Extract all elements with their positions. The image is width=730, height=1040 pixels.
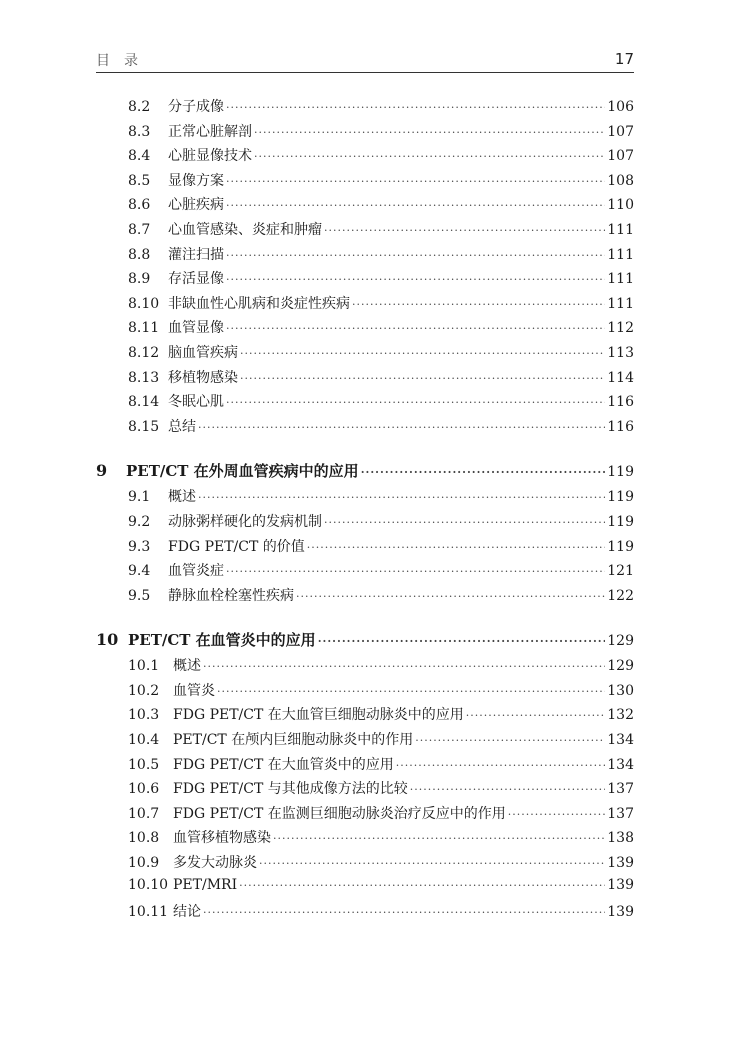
entry-page: 119: [607, 489, 634, 506]
dot-leader: [410, 783, 605, 796]
dot-leader: [352, 298, 605, 311]
entry-number: 9.1: [128, 489, 151, 506]
dot-leader: [361, 466, 606, 479]
entry-number: 10.4: [128, 732, 160, 749]
entry-number: 8.7: [128, 221, 151, 238]
entry-title: FDG PET/CT 在监测巨细胞动脉炎治疗反应中的作用: [173, 805, 506, 822]
entry-number: 10.9: [128, 855, 160, 872]
toc-entry[interactable]: [96, 96, 634, 121]
entry-title: 血管炎: [173, 682, 215, 699]
entry-title: 灌注扫描: [168, 246, 224, 263]
dot-leader: [226, 101, 605, 114]
toc-entry[interactable]: [96, 194, 634, 219]
dot-leader: [226, 322, 605, 335]
entry-title: 心血管感染、炎症和肿瘤: [168, 221, 322, 238]
dot-leader: [226, 249, 605, 262]
entry-number: 10.6: [128, 781, 160, 798]
dot-leader: [254, 126, 605, 139]
toc-entry[interactable]: [96, 655, 634, 680]
entry-number: 9.5: [128, 587, 151, 604]
dot-leader: [240, 372, 605, 385]
toc-entry[interactable]: [96, 585, 634, 610]
dot-leader: [226, 273, 605, 286]
toc-entry[interactable]: [96, 416, 634, 441]
entry-number: 8.14: [128, 394, 160, 411]
entry-number: 10.11: [128, 904, 169, 921]
dot-leader: [203, 660, 605, 673]
entry-page: 137: [607, 781, 634, 798]
toc-entry[interactable]: [96, 219, 634, 244]
entry-page: 111: [607, 295, 634, 312]
toc-entry[interactable]: [96, 268, 634, 293]
entry-number: 8.13: [128, 369, 160, 386]
toc-entry[interactable]: [96, 367, 634, 392]
entry-page: 137: [607, 805, 634, 822]
dot-leader: [203, 906, 605, 919]
toc-entry[interactable]: [96, 877, 634, 902]
entry-page: 121: [607, 563, 634, 580]
entry-title: PET/CT 在颅内巨细胞动脉炎中的作用: [173, 732, 414, 749]
entry-title: 总结: [168, 418, 196, 435]
entry-title: 结论: [173, 904, 201, 921]
dot-leader: [226, 396, 605, 409]
entry-number: 8.10: [128, 295, 160, 312]
entry-title: 静脉血栓栓塞性疾病: [168, 587, 294, 604]
entry-title: 存活显像: [168, 271, 224, 288]
entry-number: 10.10: [128, 876, 169, 893]
chapter-title: PET/CT 在血管炎中的应用: [128, 631, 316, 650]
dot-leader: [318, 635, 606, 648]
dot-leader: [217, 685, 605, 698]
entry-title: FDG PET/CT 与其他成像方法的比较: [173, 781, 408, 798]
entry-title: 心脏显像技术: [168, 148, 252, 165]
toc-entry[interactable]: [96, 244, 634, 269]
entry-title: 分子成像: [168, 99, 224, 115]
dot-leader: [466, 709, 605, 722]
entry-title: 概述: [168, 489, 196, 506]
entry-number: 9.2: [128, 513, 151, 530]
entry-title: PET/MRI: [173, 876, 238, 893]
entry-title: 血管炎症: [168, 563, 224, 580]
entry-page: 116: [607, 418, 634, 435]
dot-leader: [240, 347, 605, 360]
entry-number: 8.8: [128, 246, 151, 263]
dot-leader: [226, 175, 605, 188]
entry-number: 8.5: [128, 172, 151, 189]
chapter-page: 119: [607, 464, 634, 481]
dot-leader: [324, 516, 605, 529]
chapter-page: 129: [607, 633, 634, 650]
entry-number: 10.2: [128, 682, 160, 699]
entry-title: 显像方案: [168, 172, 224, 189]
entry-page: 134: [607, 756, 634, 773]
entry-number: 8.11: [128, 320, 160, 337]
chapter-number: 10: [96, 630, 119, 650]
toc-section-8: [96, 96, 634, 440]
dot-leader: [254, 150, 605, 163]
entry-page: 113: [607, 344, 634, 361]
toc-entry[interactable]: [96, 778, 634, 803]
dot-leader: [226, 199, 605, 212]
dot-leader: [226, 565, 605, 578]
entry-number: 8.9: [128, 271, 151, 288]
toc-section-10: [96, 655, 634, 926]
toc-entry[interactable]: [96, 704, 634, 729]
toc-entry[interactable]: [96, 560, 634, 585]
entry-page: 132: [607, 707, 634, 724]
entry-number: 8.12: [128, 344, 160, 361]
entry-number: 10.7: [128, 805, 160, 822]
toc-entry[interactable]: [96, 486, 634, 511]
entry-title: 脑血管疾病: [168, 344, 238, 361]
entry-page: 111: [607, 271, 634, 288]
toc-entry[interactable]: [96, 391, 634, 416]
entry-title: FDG PET/CT 在大血管炎中的应用: [173, 756, 394, 773]
entry-number: 8.6: [128, 197, 151, 214]
toc-chapter-10[interactable]: [96, 629, 634, 655]
entry-page: 114: [607, 369, 634, 386]
entry-title: FDG PET/CT 的价值: [168, 538, 305, 555]
toc-entry[interactable]: [96, 803, 634, 828]
entry-title: 冬眠心肌: [168, 394, 224, 411]
toc-entry[interactable]: [96, 827, 634, 852]
entry-page: 108: [607, 172, 634, 189]
entry-page: 107: [607, 123, 634, 140]
entry-title: 非缺血性心肌病和炎症性疾病: [168, 295, 350, 312]
entry-page: 130: [607, 682, 634, 699]
dot-leader: [198, 421, 605, 434]
toc-entry[interactable]: [96, 680, 634, 705]
dot-leader: [296, 590, 605, 603]
entry-page: 116: [607, 394, 634, 411]
entry-page: 119: [607, 538, 634, 555]
chapter-title: PET/CT 在外周血管疾病中的应用: [126, 462, 359, 481]
entry-title: 概述: [173, 658, 201, 675]
entry-number: 8.2: [128, 99, 151, 115]
toc-entry[interactable]: [96, 121, 634, 146]
entry-number: 10.1: [128, 658, 160, 675]
toc-entry[interactable]: [96, 729, 634, 754]
toc-chapter-9[interactable]: [96, 460, 634, 486]
header-divider: [96, 72, 634, 73]
entry-title: 多发大动脉炎: [173, 855, 257, 872]
toc-entry[interactable]: [96, 901, 634, 926]
dot-leader: [508, 808, 606, 821]
entry-page: 138: [607, 830, 634, 847]
entry-title: 心脏疾病: [168, 197, 224, 214]
entry-title: 正常心脏解剖: [168, 123, 252, 140]
page-header: [96, 40, 634, 70]
toc-entry[interactable]: [96, 536, 634, 561]
toc-entry[interactable]: [96, 145, 634, 170]
entry-title: FDG PET/CT 在大血管巨细胞动脉炎中的应用: [173, 707, 464, 724]
entry-page: 122: [607, 587, 634, 604]
dot-leader: [324, 224, 605, 237]
entry-page: 119: [607, 513, 634, 530]
page-number: 17: [614, 50, 634, 68]
chapter-number: 9: [96, 461, 108, 481]
toc-entry[interactable]: [96, 511, 634, 536]
section-gap: [96, 440, 634, 460]
entry-number: 10.8: [128, 830, 160, 847]
toc-entry[interactable]: [96, 342, 634, 367]
dot-leader: [198, 491, 605, 504]
entry-page: 129: [607, 658, 634, 675]
entry-number: 9.4: [128, 563, 151, 580]
entry-page: 111: [607, 221, 634, 238]
entry-page: 110: [607, 197, 634, 214]
dot-leader: [239, 879, 605, 892]
toc-entry[interactable]: [96, 170, 634, 195]
toc-entry[interactable]: [96, 317, 634, 342]
section-gap: [96, 609, 634, 629]
dot-leader: [396, 759, 605, 772]
entry-title: 血管显像: [168, 320, 224, 337]
table-of-contents: [96, 96, 634, 926]
entry-page: 106: [607, 99, 634, 115]
entry-number: 8.4: [128, 148, 151, 165]
entry-page: 134: [607, 732, 634, 749]
entry-page: 139: [607, 855, 634, 872]
dot-leader: [273, 832, 605, 845]
entry-title: 移植物感染: [168, 369, 238, 386]
toc-entry[interactable]: [96, 852, 634, 877]
entry-number: 10.3: [128, 707, 160, 724]
entry-page: 111: [607, 246, 634, 263]
entry-number: 10.5: [128, 756, 160, 773]
entry-number: 8.3: [128, 123, 151, 140]
dot-leader: [415, 734, 605, 747]
toc-entry[interactable]: [96, 754, 634, 779]
entry-page: 107: [607, 148, 634, 165]
entry-number: 8.15: [128, 418, 160, 435]
entry-title: 动脉粥样硬化的发病机制: [168, 513, 322, 530]
entry-title: 血管移植物感染: [173, 830, 271, 847]
entry-page: 139: [607, 876, 634, 893]
toc-section-9: [96, 486, 634, 609]
entry-page: 112: [607, 320, 634, 337]
entry-page: 139: [607, 904, 634, 921]
running-header-title: 目录: [96, 53, 152, 69]
entry-number: 9.3: [128, 538, 151, 555]
dot-leader: [259, 857, 605, 870]
toc-entry[interactable]: [96, 293, 634, 318]
dot-leader: [307, 541, 605, 554]
